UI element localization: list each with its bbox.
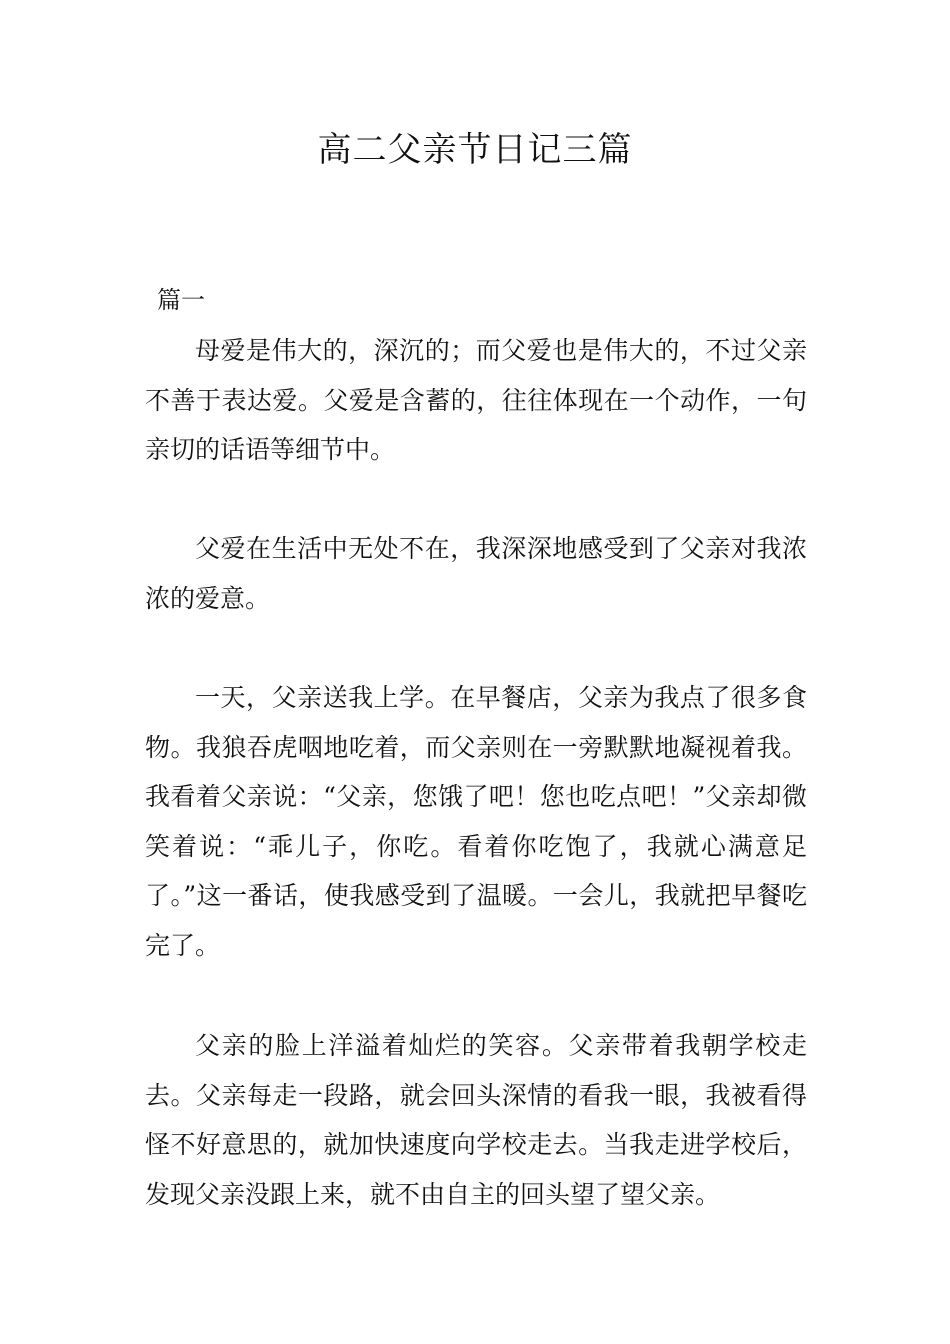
document-title: 高二父亲节日记三篇: [317, 130, 633, 170]
paragraph-3: 一天，父亲送我上学。在早餐店，父亲为我点了很多食物。我狼吞虎咽地吃着，而父亲则在一旁默默地凝视着我。我看着父亲说：“父亲，您饿了吧！您也吃点吧！”父亲却微笑着说：“乖儿子，你吃。看着你吃饱了，我就心满意足了。”这一番话，使我感受到了温暖。一会儿，我就把早餐吃完了。: [145, 683, 807, 960]
paragraph-4: 父亲的脸上洋溢着灿烂的笑容。父亲带着我朝学校走去。父亲每走一段路，就会回头深情的看我一眼，我被看得怪不好意思的，就加快速度向学校走去。当我走进学校后，发现父亲没跟上来，就不由自主的回头望了望父亲。: [145, 1031, 807, 1209]
paragraph-1: 母爱是伟大的，深沉的；而父爱也是伟大的，不过父亲不善于表达爱。父爱是含蓄的，往往体现在一个动作，一句亲切的话语等细节中。: [145, 336, 807, 464]
section-label: 篇一: [157, 286, 205, 314]
paragraph-2: 父爱在生活中无处不在，我深深地感受到了父亲对我浓浓的爱意。: [145, 534, 807, 613]
